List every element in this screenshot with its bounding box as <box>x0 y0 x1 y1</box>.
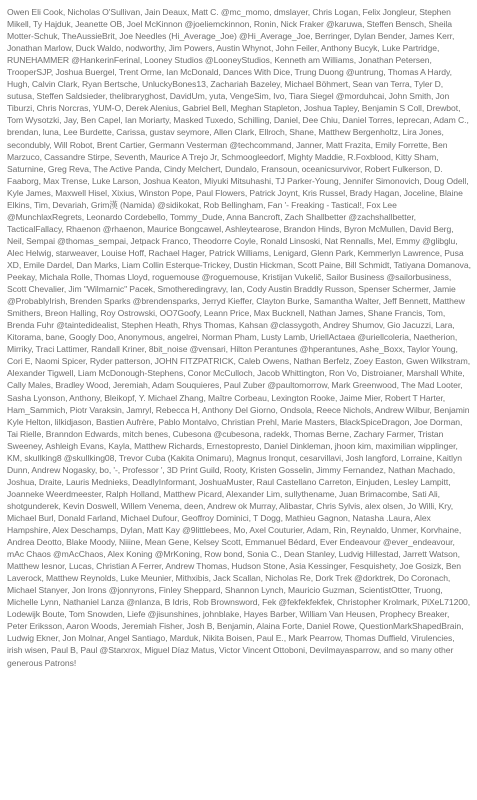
patron-credits-text: Owen Eli Cook, Nicholas O'Sullivan, Jain Deaux, Matt C. @mc_momo, dmslayer, Chris Logan, Felix Jongleur, Stephen Mikell, Ty Hajduk, Jeanette OB, Joel McKinnon @joeliemckinnon, Ronin, Nick Fraker @karuwa, Steffen Bensch, Sheila Motter-Schuk, TheAussieBrit, Joe Needles (Hi_Average_Joe) @Hi_Average_Joe, Berringer, Dylan Bender, James Kerr, Jonathan Marlow, Duck Waldo, nodworthy, Jim Powers, Austin Whynot, John Feiler, Anthony Bucyk, Luke Partridge, RUNEHAMMER @HankerinFerinal, Looney Studios @LooneyStudios, Kenneth am Williams, Jonathan Petersen, TrooperSJP, Joshua Buergel, Trent Orme, Ian McDonald, Dances With Dice, Trung Duong @untrung, Thomas A Hardy, Hugh, Calvin Clark, Ryan Bertsche, UnluckyBones13, Zachariah Bazeley, Michael Böhmert, Sean van Terra, Tyler D, sutusa, Steffen Saldsieder, thelibraryghost, DavidUm, yuta, VengeSim, Ivo, Tiara Siegel @morduhcai, John Smith, Jon Tiburzi, Chris Norcras, YUM-O, Derek Alenius, Gabriel Bell, Meghan Stapleton, Joshua Tapley, Benjamin S Coll, Drewbot, Tom Wysotzki, Jay, Ben Capel, Ian Moriarty, Masked Tuxedo, Schilling, Daniel, Dee Chiu, Daniel Torres, Ieprecan, Adam C., brendan, luna, Lee Burdette, Carissa, gustav seymore, Allen Clark, Ellroch, Shane, Matthew Bergenholtz, Lira Jones, secondubly, Will Robot, Brent Cartier, Germann Vesterman @techcommand, Janner, Matt Frazita, Emily Forrette, Ben Marzuco, Cassandre Stirpe, Seventh, Maurice A Trejo Jr, Schmoogleedorf, Mighty Maddie, R.Foxblood, Kitty Sham, Saturnine, Greg Reva, The Active Panda, Cindy Melchert, Dundalo, Fransoun, oceanicsurvivor, Robert Fulkerson, D. Faaborg, Max Trense, Luke Larson, Joshua Keaton, Miyuki Mitsuhashi, TJ Parker-Young, Jennifer Simonovich, Doug Odell, Kyle James, Maxwell Hisel, Xixius, Winston Pope, Paul Flowers, Patrick Joynt, Kris Russel, Brady Hagan, Joceline, Blaine Elkins, Tim, Devariah, Grim漢 (Namida) @sidikokat, Rob Bellingham, Fan '- Freaking - Tastical!, Fox Lee @MunchlaxRegrets, Leonardo Cordebello, Tommy_Dude, Anna Bancroft, Zach Shallbetter @zachshallbetter, TacticalFallacy, Rhaenon @rhaenon, Maurice Bongcawel, Ashleytearose, Brandon Hinds, Byron McMullen, David Berg, Neil, Sempai @thomas_sempai, Jetpack Franco, Theodorre Coyle, Ronald Linsoski, Nat Rennalls, Mel, Emmy @glibglu, Alec Helwig, starweaver, Louise Hoff, Rachael Hager, Patrick Williams, Lenigard, Glenn Park, Kemmerlyn Lawrence, Pusa XD, Emile Dardel, Dan Marks, Liam Collin Esterque-Trickey, Dustin Hickman, Scott Paine, Bill Schmidt, Tatiyana Domanova, Peekay, Michala Rolle, Thomas Lloyd, roguemouse @roguemouse, Kristijan Vukelič, Sailor Business @sailorbusiness, Scott Chevalier, Jim "Wilmarnic" Pacek, Smotheredingravy, Ian, Cody Austin Braddly Russon, Spenser Schermer, Jamie @ProbablyIrish, Brenden Sparks @brendensparks, Jerryd Kieffer, Clayton Burke, Samantha Walter, Jeff Bennett, Matthew Smithers, Breon Halling, Roy Ostrowski, OO7Goofy, Leann Price, Max Bucknell, Nathan James, Shane Francis, Tom, Brenda Fuhr @taintedidealist, Stephen Heath, Rhys Thomas, Kahsan @classygoth, Andrey Shumov, Gio Jacuzzi, Lara, Kitorama, bane, Googly Doo, Anonymous, angelrei, Norman Pham, Lusty Lamb, UriellActaea @uriellcoleria, Naetherion, Mirriky, Traci Lattimer, Randall Kriner, 8bit_noise @vensari, Hilton Perantunes @hperantunes, Ashe_Boxx, Taylor Young, Cori E, Naomi Spicer, Ryder patterson, JOHN FITZPATRICK, Caleb Owens, Nathan Berfelz, Zoey Easton, Gwen Wilkstram, Alexander Tigwell, Liam McDonough-Stephens, Conor McCulloch, Jacob Whittington, Ron Vo, Distroianer, Marshall White, Cally Males, Bradley Wood, Jeremiah, Adam Souquieres, Paul Zuber @paultomorrow, Mark Greenwood, The Mad Looter, Sasha Lyonson, Anthony, Bleikopf, Y. Michael Zhang, Maître Corbeau, Lexington Rooke, Jaime Mier, Robert T Harter, Ham_Sammich, Piotr Varaksin, Jamryl, Rebecca H, Anthony Del Giorno, Ondsola, Reece Nichols, Andrew Wilbur, Benjamin Kyle Helton, lilkidjason, Bastien Aufrère, Pablo Montalvo, Christian Prehl, Marie Masters, BlackSpiceDragon, Joe Dorman, Tai Rielle, Branndon Edwards, mitch benes, Cubesona @cubesona, radekk, Thomas Berne, Zachary Farmer, Tristan Sweeney, Ashleigh Evans, Kayla, Matthew Richards, Ernestopresto, Daniel Dinkleman, jhoon kim, maximilian wipplinger, KM, skullking8 @skullking08, Trevor Cuba (Kakita Onimaru), Magnus Ironqut, cesarvillavi, Josh langford, Lorraine, Kaitlyn Dunn, Andrew Nogasky, bo, '-, Professor ', 3D Print Guild, Rooty, Kristen Gosselin, Jimmy Fernandez, Nathan Machado, Joshua, Draite, Lauris Mednieks, DeadlyInformant, JoshuaMuster, Raul Castellano Carreton, Einjuden, Lesley Lampitt, Joanneke Weerdmeester, Ralph Holland, Matthew Picard, Alexander Lim, sullythename, Juan Brimacombe, Sati Ali, shotgunderek, Kevin Doswell, Willem Venema, deen, Andrew ok Murray, Alibastar, Chris Sylvis, alex olsen, Jo Willi, Kry, Michael Burl, Donald Farland, Michael Dufour, Geoffroy Dominici, T Dogg, Mathieu Gagnon, Natasha .Laura, Alex Hampshire, Alex Deschamps, Dylan, Matt Kay @9littlebees, Mo, Axel Couturier, Adam, Rin, Reynaldo, Unmer, Korvhaine, Andrea Deotto, Blake Moody, Niiine, Mean Gene, Kelsey Scott, Emmanuel Bédard, Ever Endeavour @ever_endeavour, mAc Chaos @mAcChaos, Alex Koning @MrKoning, Row bond, Sonia C., Dean Stanley, Ludvig Hillestad, Jarrett Watson, Matthew Iesnor, Lucas, Christian A Ferrer, Andrew Thomas, Hudson Stone, Asia Kessinger, Fesquishety, Joe Gosizk, Ben Laverock, Matthew Reynolds, Luke Meunier, Mithxibis, Jack Scallan, Nicholas Re, Dork Trek @dorktrek, Do Coronach, Michael Stanyer, Jon Irons @jonnyrons, Finley Sheppard, Shannon Lynch, Mauricio Guzman, ScientistOtter, Truong, Michelle Lynn, Nathaniel Lanza @nlanza, B Idris, Rob Brownsword, Fek @fekfekfekfek, Christopher Krolmark, PiXeL71200, Lodewijk Boute, Tom Snowden, Liefe @jisunshines, johnblake, Hayes Barber, William Van Heusen, Prophecy Breaker, Peter Eriksson, Aaron Woods, Jeremiah Fisher, Josh B, Benjamin, Alaina Forte, Daniel Rowe, QuestionMarkShapedBrain, Ludwig Ekner, Jon Molnar, Angel Santiago, Marduk, Nikita Boisen, Paul E., Mark Pearrow, Thomas Duffield, Virulencies, irish wisen, Paul B, Paul @Starxrox, Miguel Díaz Matus, Victor Vincent Ottoboni, Devilmayasparrow, and so many other generous Patrons! <box>7 7 471 668</box>
